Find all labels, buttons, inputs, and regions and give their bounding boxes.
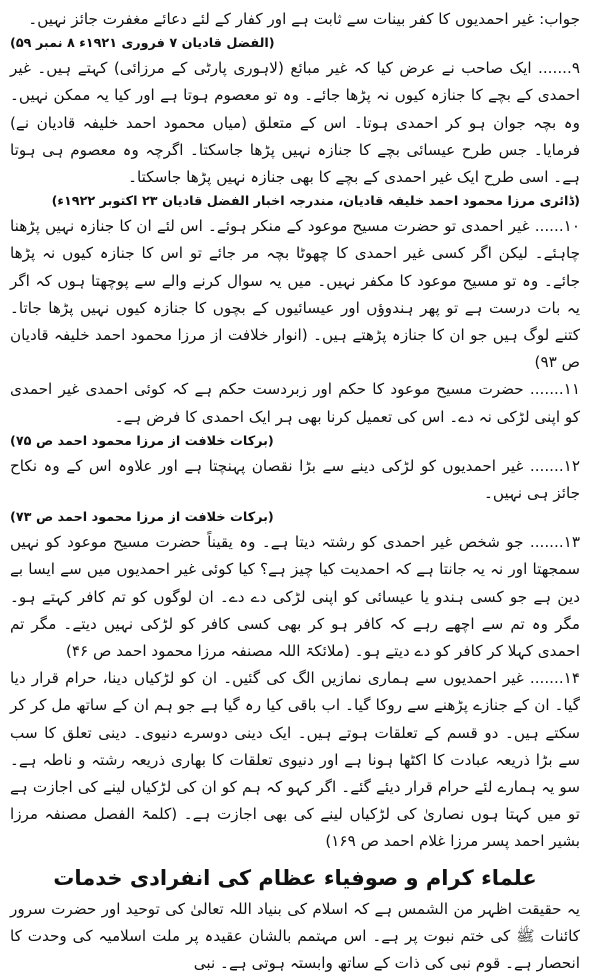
paragraph-14: ۱۴....... غیر احمدیوں سے ہماری نمازیں الگ کی گئیں۔ ان کو لڑکیاں دینا، حرام قرار دیا گیا۔ ان کے جنازے پڑھنے سے روکا گیا۔ اب باقی کیا رہ گیا ہے جو ہم ان کے ساتھ مل کر کر سکتے ہیں۔ دو قسم کے تعلقات ہوتے ہیں۔ ایک دینی دوسرے دنیوی۔ دینی تعلق کا سب سے بڑا ذریعہ عبادت کا اکٹھا ہونا ہے اور دنیوی تعلقات کا بھاری ذریعہ رشتہ و ناطہ ہے۔ سو یہ ہمارے لئے حرام قرار دیئے گئے۔ اگر کہو کہ ہم کو ان کی لڑکیاں لینے کی اجازت ہے تو میں کہتا ہوں نصاریٰ کی لڑکیاں لینے کی بھی اجازت ہے۔ (کلمۃ الفصل مصنفہ مرزا بشیر احمد پسر مرزا غلام احمد ص ۱۶۹) bbox=[10, 669, 580, 851]
paragraph-13: ۱۳....... جو شخص غیر احمدی کو رشتہ دیتا ہے۔ وہ یقیناً حضرت مسیح موعود کو نہیں سمجھتا اور نہ یہ جانتا ہے کہ احمدیت کیا چیز ہے؟ کیا کوئی غیر احمدیوں میں سے ایسا بے دین ہے جو کسی ہندو یا عیسائی کو اپنی لڑکی دے دے۔ ان لوگوں کو تم کافر کہتے ہو۔ مگر وہ تم سے اچھے رہے کہ کافر ہو کر بھی کسی کافر کو لڑکی نہیں دیتے۔ مگر تم احمدی کہلا کر کافر کو دے دیتے ہو۔ (ملائکۃ اللہ مصنفہ مرزا محمود احمد ص ۴۶) bbox=[10, 533, 580, 661]
reference-alfazl-1921: (الفضل قادیان ۷ فروری ۱۹۲۱ء ۸ نمبر ۵۹) bbox=[10, 36, 275, 52]
reference-barkat-75: (برکات خلافت از مرزا محمود احمد ص ۷۵) bbox=[10, 433, 274, 449]
reference-barkat-73: (برکات خلافت از مرزا محمود احمد ص ۷۳) bbox=[10, 510, 274, 526]
answer-line: جواب: غیر احمدیوں کا کفر بینات سے ثابت ہے اور کفار کے لئے دعائے مغفرت جائز نہیں۔ bbox=[28, 10, 580, 28]
paragraph-9: ۹....... ایک صاحب نے عرض کیا کہ غیر مبائع (لاہوری پارٹی کے مرزائی) کہتے ہیں۔ غیر احمدی کے بچے کا جنازہ کیوں نہ پڑھا جائے۔ وہ تو معصوم ہوتا ہے اور کیا یہ ممکن نہیں۔ وہ بچہ جوان ہو کر احمدی ہوتا۔ اس کے متعلق (میاں محمود احمد خلیفہ قادیان نے) فرمایا۔ جس طرح عیسائی بچے کا جنازہ نہیں پڑھا جاسکتا۔ اگرچہ وہ معصوم ہی ہوتا ہے۔ اسی طرح ایک غیر احمدی کے بچے کا بھی جنازہ نہیں پڑھا جاسکتا۔ bbox=[10, 59, 580, 187]
paragraph-12: ۱۲....... غیر احمدیوں کو لڑکی دینے سے بڑا نقصان پہنچتا ہے اور علاوہ اس کے وہ نکاح جائز ہی نہیں۔ bbox=[10, 456, 580, 503]
section-heading: علماء کرام و صوفیاء عظام کی انفرادی خدمات bbox=[53, 865, 537, 890]
closing-paragraph: یہ حقیقت اظہر من الشمس ہے کہ اسلام کی بنیاد اللہ تعالیٰ کی توحید اور حضرت سرور کائنات ﷺ کی ختم نبوت پر ہے۔ اس مہتمم بالشان عقیدہ پر ملت اسلامیہ کی وحدت کا انحصار ہے۔ قوم نبی کی ذات کے ساتھ وابستہ ہوتی ہے۔ نبی bbox=[10, 899, 580, 973]
reference-diary: (ڈائری مرزا محمود احمد خلیفہ قادیان، مندرجہ اخبار الفضل قادیان ۲۳ اکتوبر ۱۹۲۲ء) bbox=[51, 194, 580, 210]
paragraph-11: ۱۱....... حضرت مسیح موعود کا حکم اور زبردست حکم ہے کہ کوئی احمدی غیر احمدی کو اپنی لڑکی نہ دے۔ اس کی تعمیل کرنا بھی ہر ایک احمدی کا فرض ہے۔ bbox=[10, 380, 580, 426]
paragraph-10: ۱۰...... غیر احمدی تو حضرت مسیح موعود کے منکر ہوئے۔ اس لئے ان کا جنازہ نہیں پڑھنا چاہئے۔ لیکن اگر کسی غیر احمدی کا چھوٹا بچہ مر جائے تو اس کا جنازہ کیوں نہ پڑھا جائے۔ وہ تو مسیح موعود کا مکفر نہیں۔ میں یہ سوال کرنے والے سے پوچھتا ہوں کہ اگر یہ بات درست ہے تو پھر ہندوؤں اور عیسائیوں کے بچوں کا جنازہ کیوں نہیں پڑھا جاتا۔ کتنے لوگ ہیں جو ان کا جنازہ پڑھتے ہیں۔ (انوار خلافت از مرزا محمود احمد خلیفہ قادیان ص ۹۳) bbox=[10, 217, 580, 372]
